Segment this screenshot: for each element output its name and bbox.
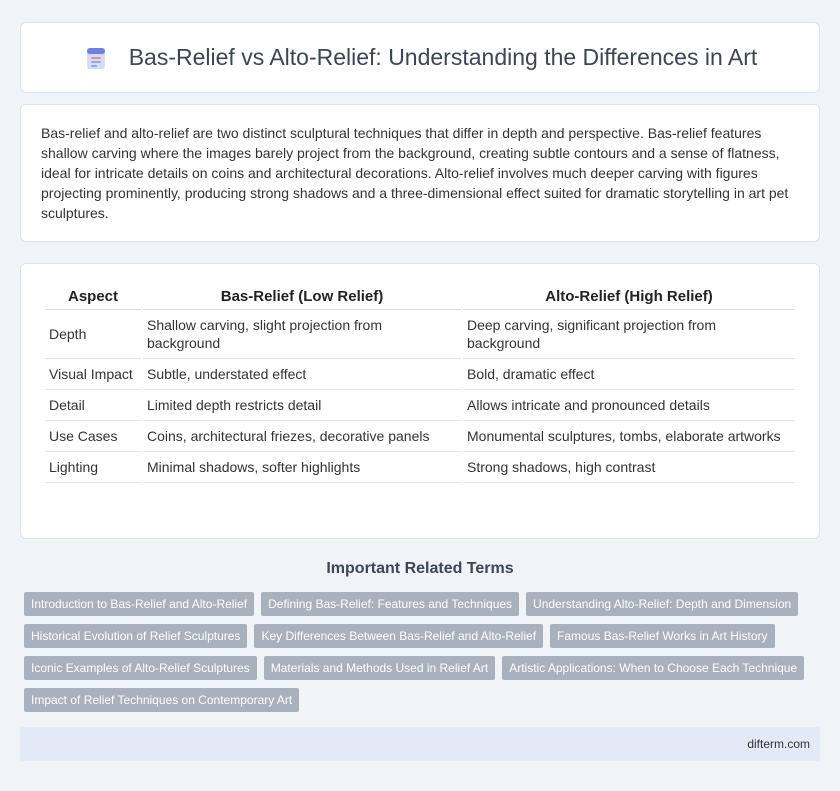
footer-bar (20, 727, 820, 761)
table-cell-aspect: Detail (45, 390, 141, 421)
footer-site-name: difterm.com (747, 737, 810, 751)
related-term-link[interactable]: Impact of Relief Techniques on Contemporary Art (24, 688, 299, 712)
related-term-link[interactable]: Famous Bas-Relief Works in Art History (550, 624, 775, 648)
table-cell-bas-relief: Minimal shadows, softer highlights (143, 452, 461, 483)
intro-card (20, 104, 820, 242)
comparison-table (43, 280, 797, 483)
column-header-bas-relief: Bas-Relief (Low Relief) (143, 280, 461, 310)
related-terms-list (24, 592, 824, 720)
table-cell-alto-relief: Allows intricate and pronounced details (463, 390, 795, 421)
table-cell-aspect: Lighting (45, 452, 141, 483)
table-cell-bas-relief: Shallow carving, slight projection from background (143, 310, 461, 359)
table-cell-alto-relief: Monumental sculptures, tombs, elaborate artworks (463, 421, 795, 452)
table-cell-bas-relief: Limited depth restricts detail (143, 390, 461, 421)
table-cell-alto-relief: Deep carving, significant projection from background (463, 310, 795, 359)
related-terms-title: Important Related Terms (326, 560, 514, 577)
related-term-link[interactable]: Materials and Methods Used in Relief Art (264, 656, 495, 680)
table-cell-bas-relief: Subtle, understated effect (143, 359, 461, 390)
table-row (45, 421, 795, 452)
page-title: Bas-Relief vs Alto-Relief: Understanding the Differences in Art (128, 44, 758, 70)
related-term-link[interactable]: Introduction to Bas-Relief and Alto-Relief (24, 592, 254, 616)
column-header-alto-relief: Alto-Relief (High Relief) (463, 280, 795, 310)
table-cell-aspect: Use Cases (45, 421, 141, 452)
related-term-link[interactable]: Understanding Alto-Relief: Depth and Dimension (526, 592, 798, 616)
table-cell-alto-relief: Strong shadows, high contrast (463, 452, 795, 483)
table-row (45, 390, 795, 421)
table-cell-aspect: Visual Impact (45, 359, 141, 390)
table-row (45, 359, 795, 390)
document-icon (83, 45, 109, 71)
column-header-aspect: Aspect (45, 280, 141, 310)
related-term-link[interactable]: Iconic Examples of Alto-Relief Sculptures (24, 656, 257, 680)
related-term-link[interactable]: Artistic Applications: When to Choose Each Technique (502, 656, 804, 680)
comparison-table-card (20, 263, 820, 539)
table-cell-bas-relief: Coins, architectural friezes, decorative panels (143, 421, 461, 452)
table-cell-aspect: Depth (45, 310, 141, 359)
table-header-row (45, 280, 795, 310)
header-card (20, 22, 820, 93)
table-row (45, 452, 795, 483)
related-term-link[interactable]: Defining Bas-Relief: Features and Techniques (261, 592, 519, 616)
table-row (45, 310, 795, 359)
table-cell-alto-relief: Bold, dramatic effect (463, 359, 795, 390)
intro-paragraph: Bas-relief and alto-relief are two distinct sculptural techniques that differ in depth and perspective. Bas-relief features shallow carving where the images barely project from the background, creating subtle contours and a sense of flatness, ideal for intricate details on coins and architectural decorations. Alto-relief involves much deeper carving with figures projecting prominently, producing strong shadows and a three-dimensional effect suited for dramatic storytelling in art pet sculptures. (41, 125, 789, 221)
related-term-link[interactable]: Historical Evolution of Relief Sculptures (24, 624, 247, 648)
related-term-link[interactable]: Key Differences Between Bas-Relief and Alto-Relief (254, 624, 543, 648)
